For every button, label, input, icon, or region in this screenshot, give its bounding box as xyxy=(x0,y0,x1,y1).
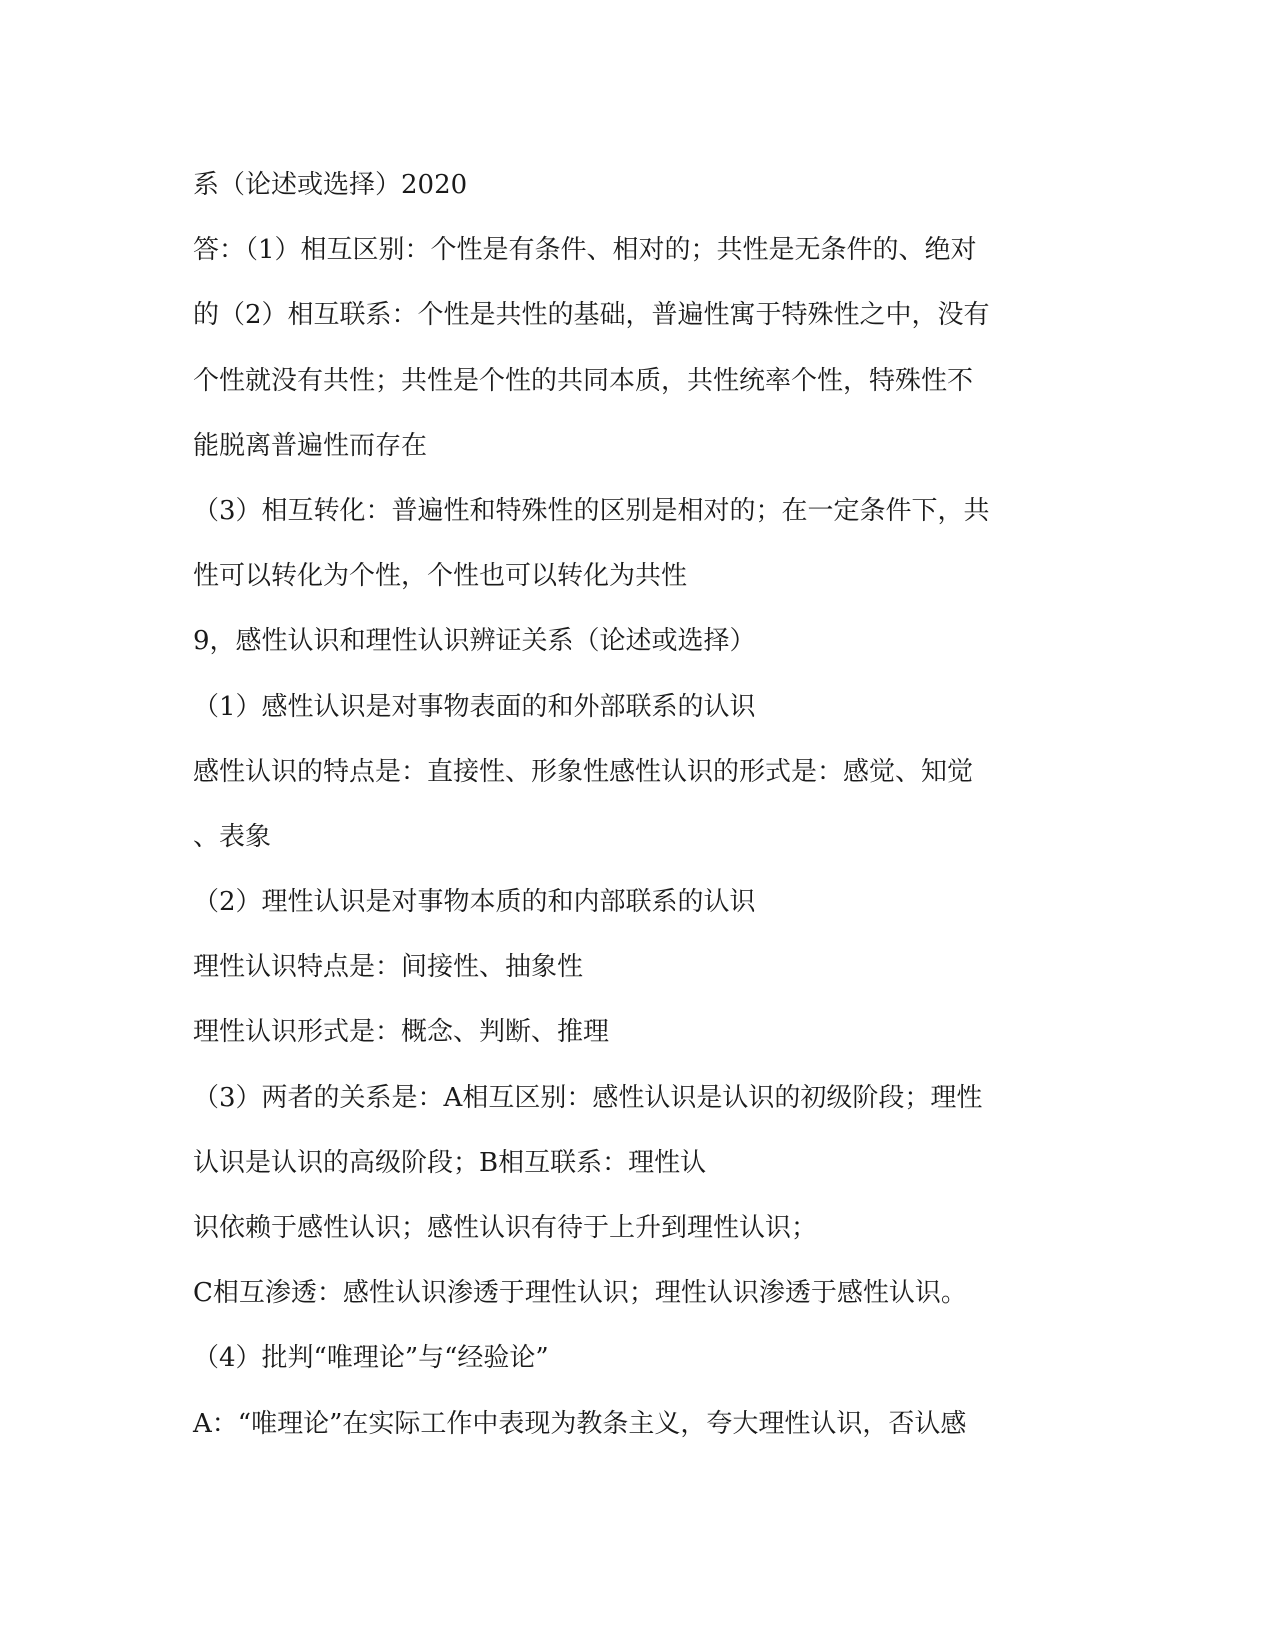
text-line: （1）感性认识是对事物表面的和外部联系的认识 xyxy=(193,691,756,722)
text-line: 理性认识特点是：间接性、抽象性 xyxy=(193,952,584,983)
text-line: （3）两者的关系是：A相互区别：感性认识是认识的初级阶段；理性 xyxy=(193,1082,983,1113)
text-line: A：“唯理论”在实际工作中表现为教条主义，夸大理性认识，否认感 xyxy=(193,1408,967,1439)
text-line: 个性就没有共性；共性是个性的共同本质，共性统率个性，特殊性不 xyxy=(193,365,974,396)
body-text xyxy=(193,168,1093,1472)
text-line: 能脱离普遍性而存在 xyxy=(193,430,428,461)
text-line: 系（论述或选择）2020 xyxy=(193,170,468,200)
text-line: 答：（1）相互区别：个性是有条件、相对的；共性是无条件的、绝对 xyxy=(193,235,977,266)
text-line: 认识是认识的高级阶段；B相互联系：理性认 xyxy=(193,1147,707,1178)
text-line: （2）理性认识是对事物本质的和内部联系的认识 xyxy=(193,887,756,918)
text-line: 9，感性认识和理性认识辨证关系（论述或选择） xyxy=(193,626,756,657)
text-line: 、表象 xyxy=(193,821,272,852)
text-line: （4）批判“唯理论”与“经验论” xyxy=(193,1343,549,1374)
text-line: 感性认识的特点是：直接性、形象性感性认识的形式是：感觉、知觉 xyxy=(193,756,974,787)
text-line: （3）相互转化：普遍性和特殊性的区别是相对的；在一定条件下，共 xyxy=(193,495,990,526)
text-line: C相互渗透：感性认识渗透于理性认识；理性认识渗透于感性认识。 xyxy=(193,1278,967,1309)
text-line: 理性认识形式是：概念、判断、推理 xyxy=(193,1017,610,1048)
text-line: 的（2）相互联系：个性是共性的基础，普遍性寓于特殊性之中，没有 xyxy=(193,300,990,331)
text-line: 性可以转化为个性，个性也可以转化为共性 xyxy=(193,561,688,592)
text-line: 识依赖于感性认识；感性认识有待于上升到理性认识； xyxy=(193,1213,818,1243)
